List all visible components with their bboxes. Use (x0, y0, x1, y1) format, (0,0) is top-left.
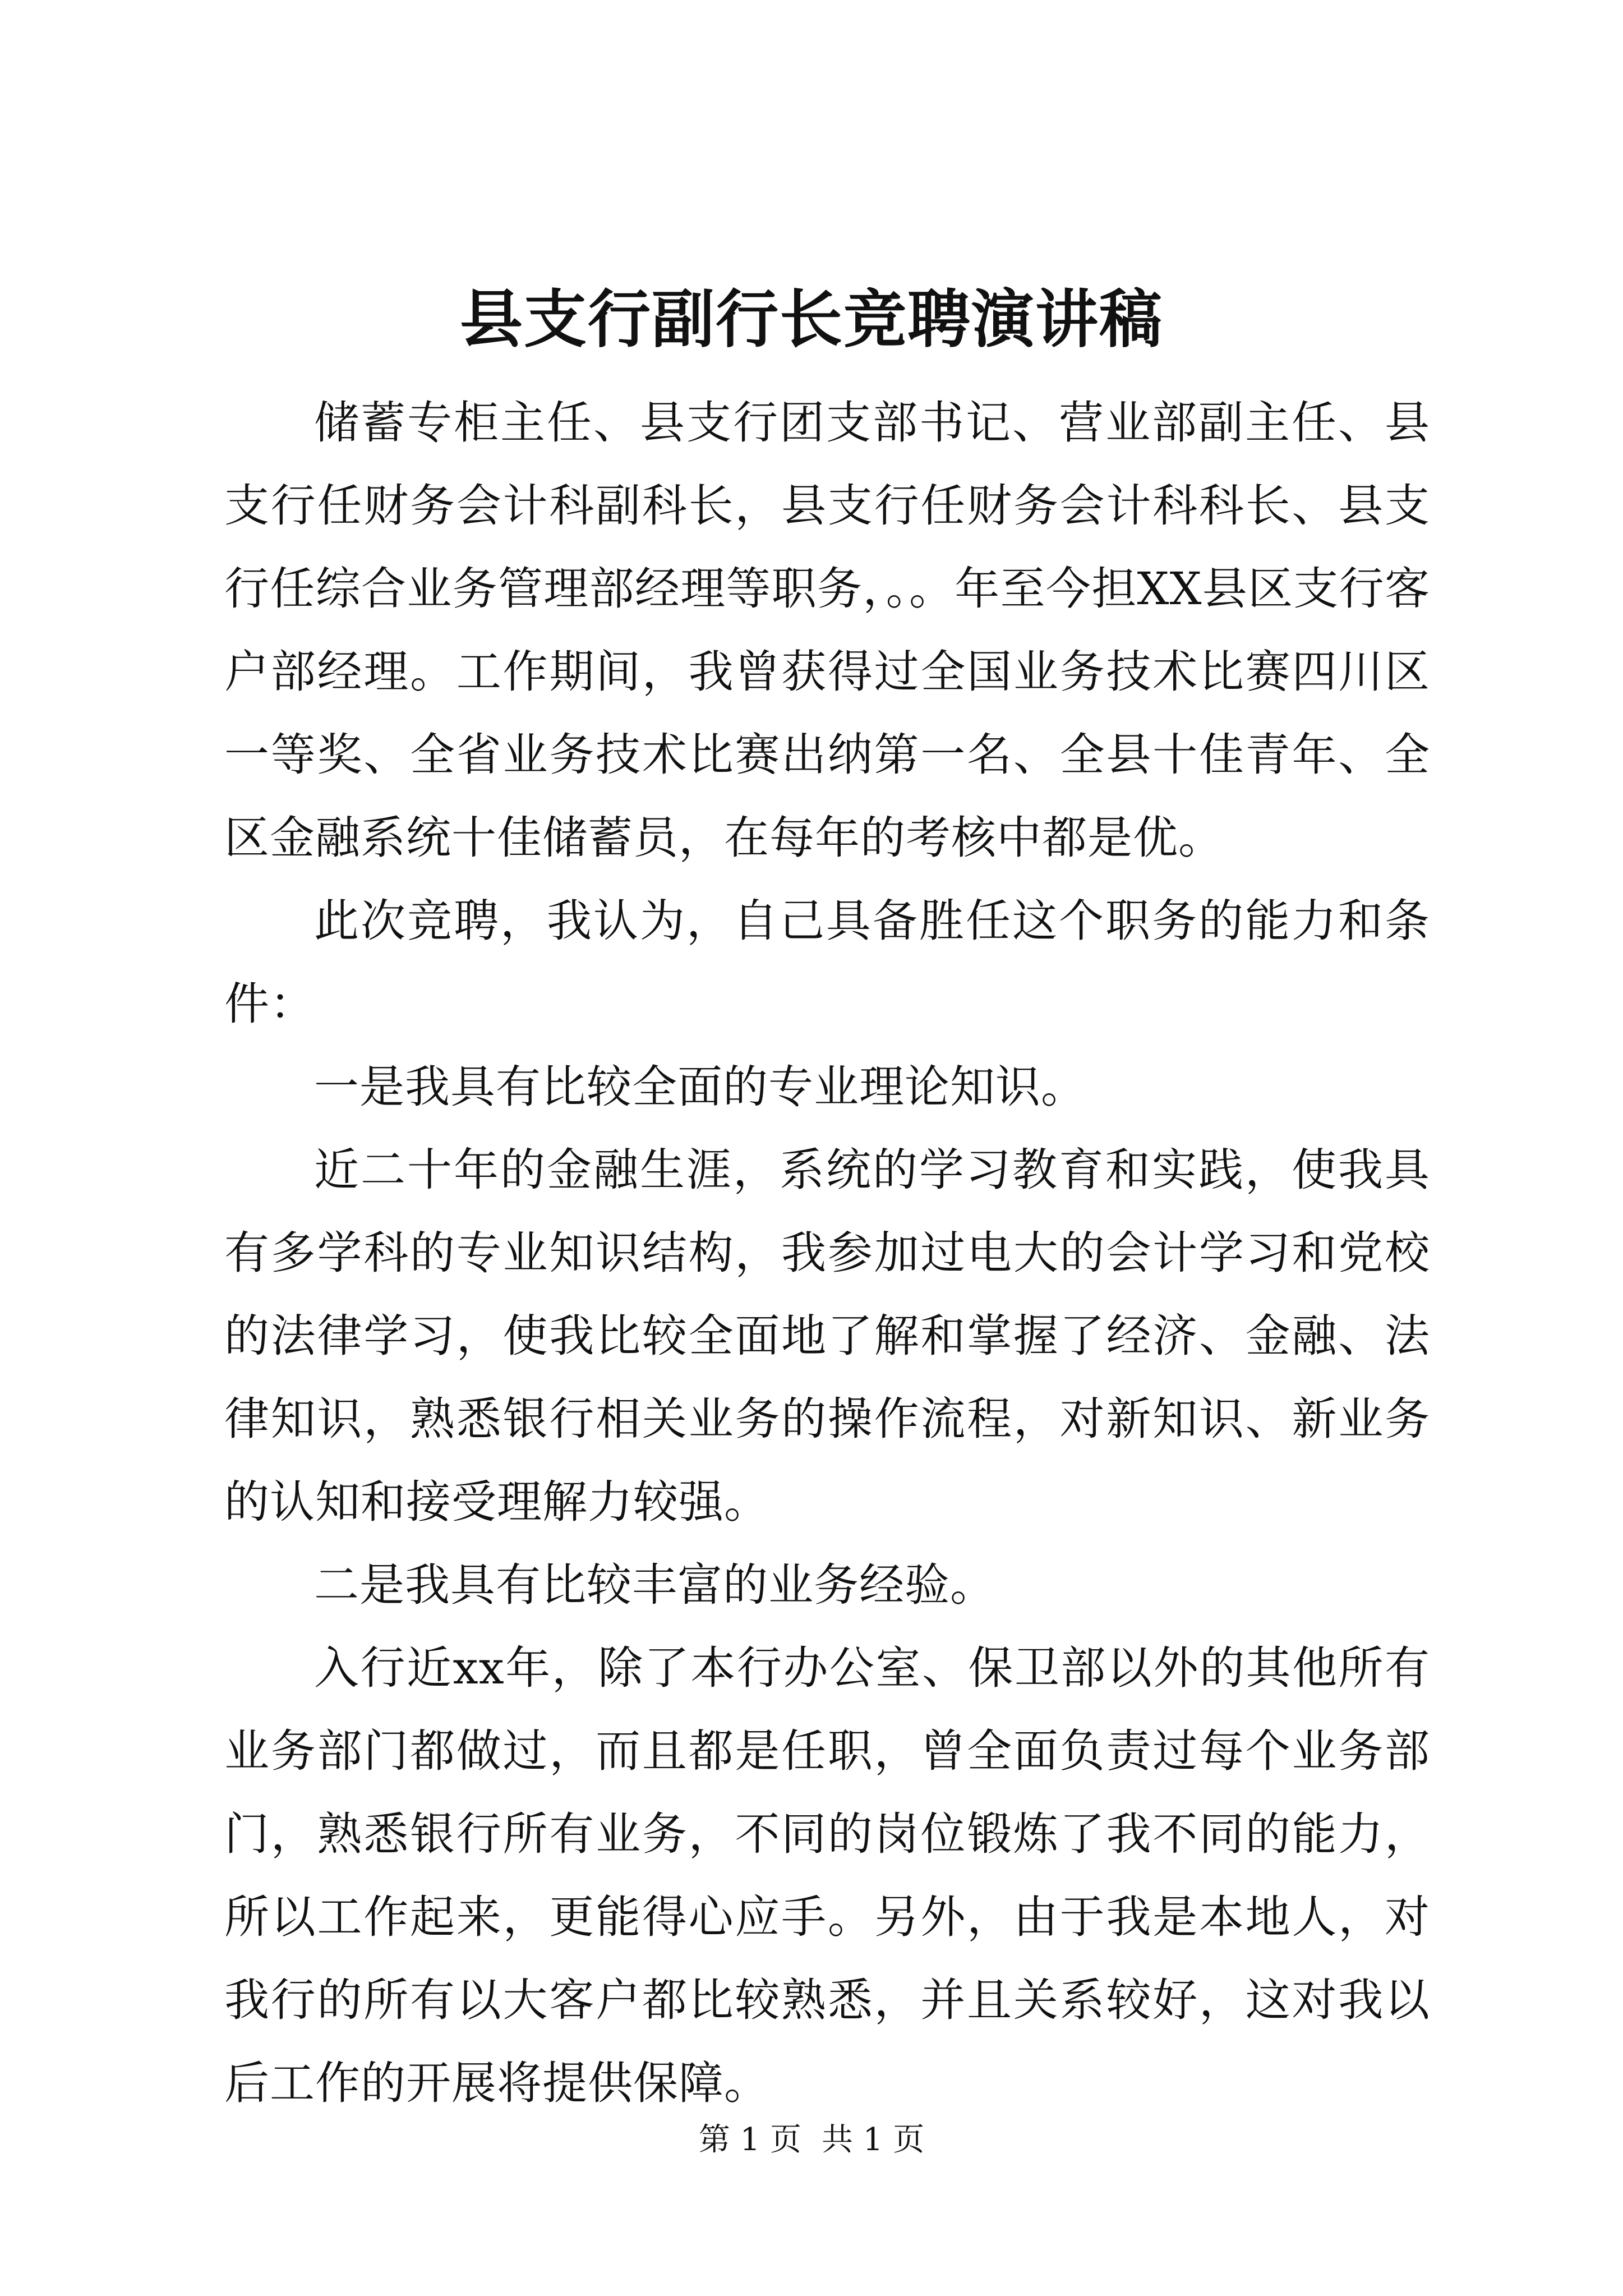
document-body (224, 381, 1430, 2125)
page-number-current: 第 1 页 (698, 2122, 801, 2158)
paragraph-2: 此次竞聘，我认为，自己具备胜任这个职务的能力和条件： (224, 895, 1430, 1030)
paragraph-6: 入行近xx年，除了本行办公室、保卫部以外的其他所有业务部门都做过，而且都是任职，曾全面负责过每个业务部门，熟悉银行所有业务，不同的岗位锻炼了我不同的能力，所以工作起来，更能得心应手。另外，由于我是本地人，对我行的所有以大客户都比较熟悉，并且关系较好，这对我以后工作的开展将提供保障。 (224, 1642, 1430, 2109)
paragraph-3: 一是我具有比较全面的专业理论知识。 (314, 1061, 1086, 1113)
page-footer (0, 2120, 1623, 2160)
page-number-total: 共 1 页 (822, 2122, 925, 2158)
paragraph-4: 近二十年的金融生涯，系统的学习教育和实践，使我具有多学科的专业知识结构，我参加过电大的会计学习和党校的法律学习，使我比较全面地了解和掌握了经济、金融、法律知识，熟悉银行相关业务的操作流程，对新知识、新业务的认知和接受理解力较强。 (224, 1144, 1430, 1528)
paragraph-5: 二是我具有比较丰富的业务经验。 (314, 1559, 995, 1611)
paragraph-1: 储蓄专柜主任、县支行团支部书记、营业部副主任、县支行任财务会计科副科长，县支行任财务会计科科长、县支行任综合业务管理部经理等职务，。。年至今担XX县区支行客户部经理。工作期间，我曾获得过全国业务技术比赛四川区一等奖、全省业务技术比赛出纳第一名、全县十佳青年、全区金融系统十佳储蓄员，在每年的考核中都是优。 (224, 397, 1430, 864)
document-title: 县支行副行长竞聘演讲稿 (460, 283, 1163, 356)
